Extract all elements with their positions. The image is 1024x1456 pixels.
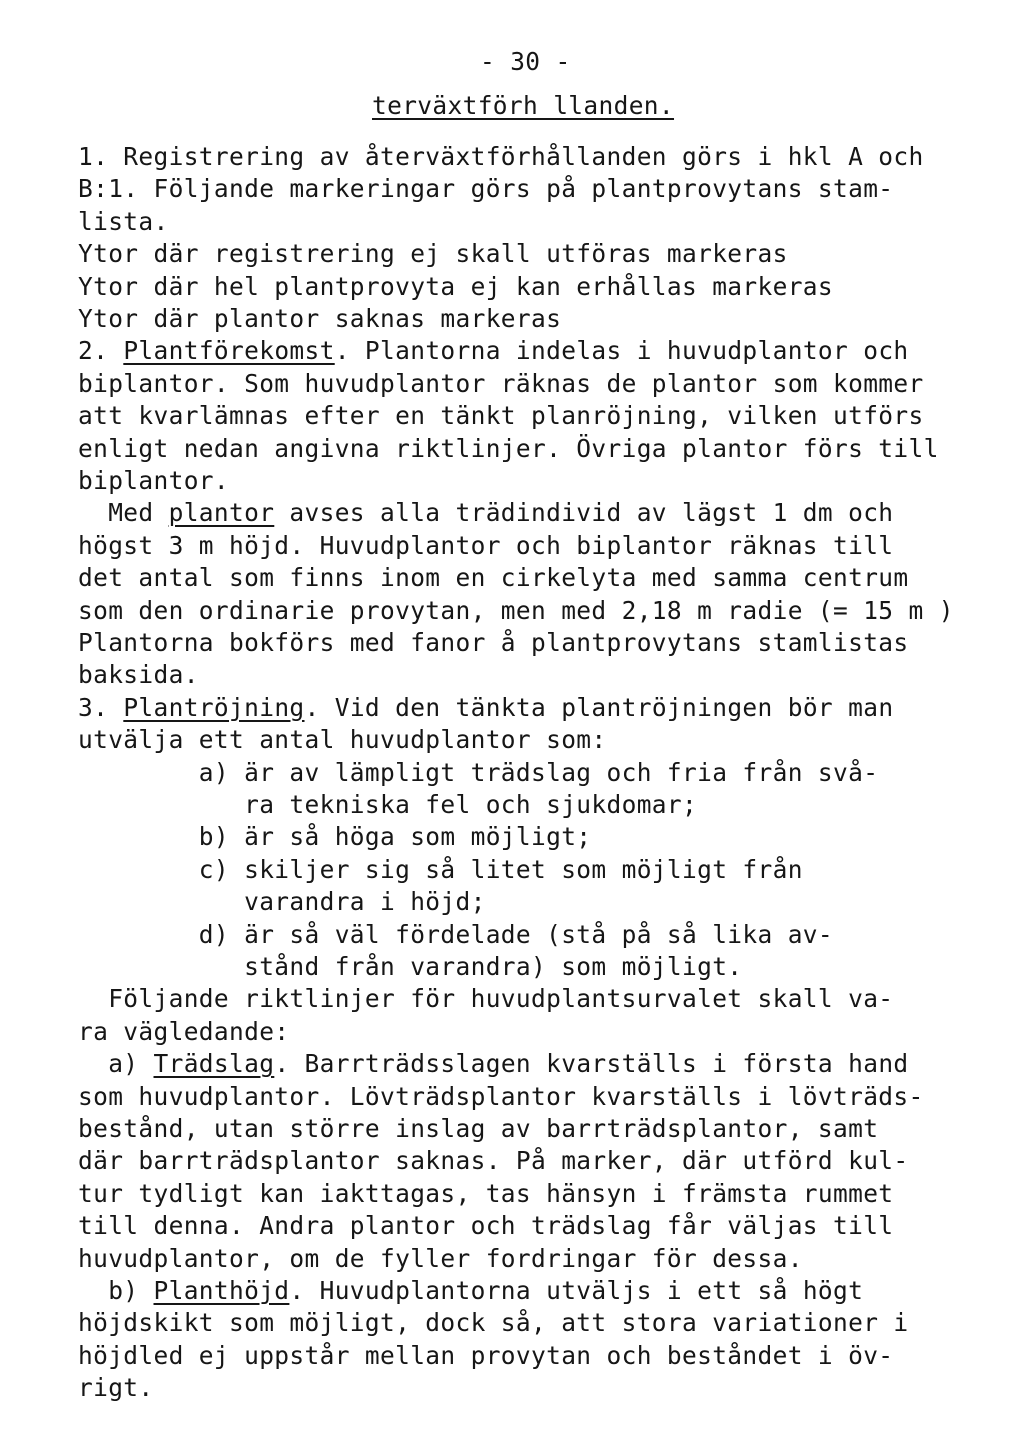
text-segment: c) skiljer sig så litet som möjligt från <box>198 854 803 884</box>
text-segment: enligt nedan angivna riktlinjer. Övriga plantor förs till <box>78 433 939 463</box>
text-segment: b) <box>108 1276 154 1305</box>
text-segment: Ytor där hel plantprovyta ej kan erhållas markeras <box>78 271 834 301</box>
underlined-term: Planthöjd <box>153 1276 290 1305</box>
text-line <box>244 951 742 983</box>
text-segment: det antal som finns inom en cirkelyta med samma centrum <box>78 563 909 593</box>
text-line <box>244 789 697 821</box>
text-segment: B:1. Följande markeringar görs på plantprovytans stam- <box>78 174 894 204</box>
text-line <box>108 1048 908 1080</box>
text-segment: tur tydligt kan iakttagas, tas hänsyn i främsta rummet <box>78 1178 894 1208</box>
text-line <box>78 433 939 465</box>
text-segment: . Vid den tänkta plantröjningen bör man <box>304 692 894 722</box>
underlined-term: Plantförekomst <box>123 336 335 366</box>
text-segment: huvudplantor, om de fyller fordringar för dessa. <box>78 1243 803 1273</box>
text-line <box>199 757 879 789</box>
text-segment: rigt. <box>78 1373 154 1403</box>
text-line <box>78 659 199 691</box>
text-segment: . Barrträdsslagen kvarställs i första hand <box>274 1049 909 1079</box>
text-line <box>78 368 924 400</box>
text-segment: bestånd, utan större inslag av barrträdsplantor, samt <box>78 1114 879 1143</box>
text-segment: höjdled ej uppstår mellan provytan och beståndet i öv- <box>78 1340 894 1370</box>
text-segment: stånd från varandra) som möjligt. <box>244 952 743 981</box>
text-segment: Ytor där registrering ej skall utföras markeras <box>78 239 788 269</box>
underlined-term: Plantröjning <box>123 692 305 722</box>
text-segment: där barrträdsplantor saknas. På marker, där utförd kul- <box>78 1146 909 1176</box>
text-line <box>78 238 788 270</box>
text-segment: lista. <box>78 206 169 236</box>
text-line <box>199 919 833 951</box>
text-segment: Ytor där plantor saknas markeras <box>78 304 562 333</box>
text-line <box>108 1275 863 1307</box>
text-segment: Med <box>108 498 169 528</box>
text-line <box>78 1178 893 1210</box>
text-segment: . Huvudplantorna utväljs i ett så högt <box>289 1276 864 1305</box>
text-line <box>78 1243 803 1275</box>
underlined-term: plantor <box>168 498 275 528</box>
text-segment: att kvarlämnas efter en tänkt planröjning, vilken utförs <box>78 401 924 431</box>
text-segment: Plantorna bokförs med fanor å plantprovytans stamlistas <box>78 628 909 657</box>
text-line <box>78 595 954 627</box>
text-segment: 2. <box>78 336 124 366</box>
text-segment: som huvudplantor. Lövträdsplantor kvarställs i lövträds- <box>78 1081 924 1111</box>
text-line <box>78 173 893 205</box>
text-segment: höjdskikt som möjligt, dock så, att stora variationer i <box>78 1308 909 1338</box>
text-line <box>78 1113 878 1145</box>
text-line <box>108 497 893 529</box>
text-line <box>78 1081 924 1113</box>
text-line <box>78 627 909 659</box>
text-line <box>78 1210 893 1242</box>
text-segment: som den ordinarie provytan, men med 2,18 m radie (= 15 m ) <box>78 595 954 625</box>
text-line <box>199 854 803 886</box>
text-line <box>78 1372 154 1404</box>
text-segment: varandra i höjd; <box>244 887 486 917</box>
text-segment: utvälja ett antal huvudplantor som: <box>78 725 607 755</box>
text-line <box>78 335 909 367</box>
text-line <box>78 303 561 335</box>
text-line <box>78 206 169 238</box>
text-line <box>78 724 607 756</box>
text-segment: 3. <box>78 692 124 722</box>
text-line <box>78 465 229 497</box>
text-line <box>78 400 924 432</box>
text-line <box>78 271 833 303</box>
text-segment: d) är så väl fördelade (stå på så lika av- <box>198 919 834 949</box>
text-line <box>78 1307 909 1339</box>
section-heading: terväxtförh llanden. <box>372 91 675 120</box>
text-segment: högst 3 m höjd. Huvudplantor och biplantor räknas till <box>78 530 894 560</box>
text-segment: b) är så höga som möjligt; <box>198 822 592 852</box>
text-segment: a) <box>108 1049 154 1079</box>
text-line <box>78 562 909 594</box>
text-line <box>78 692 893 724</box>
text-segment: a) är av lämpligt trädslag och fria från svå- <box>198 757 879 787</box>
text-segment: till denna. Andra plantor och trädslag får väljas till <box>78 1211 894 1241</box>
text-segment: baksida. <box>78 660 199 690</box>
text-line <box>78 1145 909 1177</box>
text-segment: avses alla trädindivid av lägst 1 dm och <box>274 498 894 528</box>
text-segment: ra tekniska fel och sjukdomar; <box>244 790 698 819</box>
text-segment: biplantor. <box>78 466 230 495</box>
text-line <box>108 983 893 1015</box>
page-number: - 30 - <box>480 47 571 76</box>
text-segment: ra vägledande: <box>78 1016 290 1046</box>
text-line <box>78 1016 289 1048</box>
text-segment: 1. Registrering av återväxtförhållanden görs i hkl A och <box>78 142 924 171</box>
text-line <box>78 530 893 562</box>
text-line <box>199 821 592 853</box>
text-line <box>78 1340 893 1372</box>
text-line <box>244 886 486 918</box>
text-segment: . Plantorna indelas i huvudplantor och <box>334 336 909 366</box>
text-segment: Följande riktlinjer för huvudplantsurvalet skall va- <box>108 984 894 1014</box>
underlined-term: Trädslag <box>153 1049 275 1079</box>
text-segment: biplantor. Som huvudplantor räknas de plantor som kommer <box>78 368 924 398</box>
text-line <box>78 141 924 173</box>
